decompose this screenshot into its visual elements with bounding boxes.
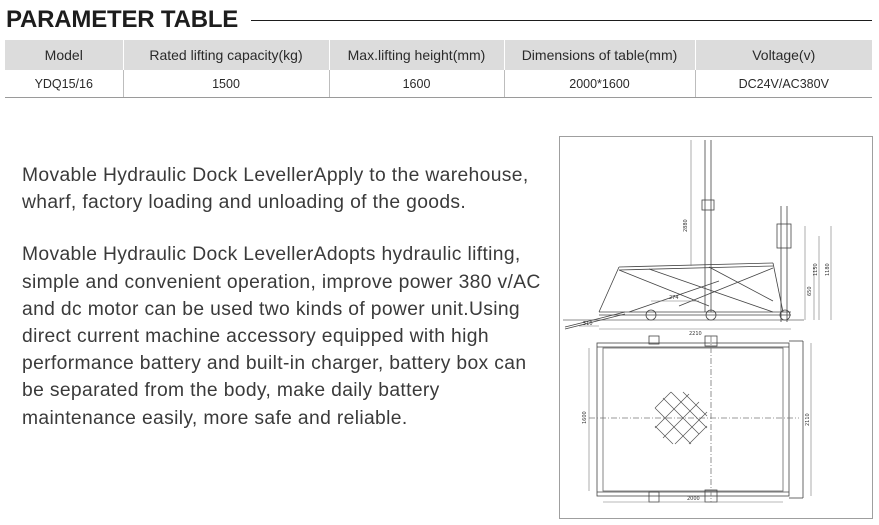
cell-height: 1600 (329, 70, 504, 98)
cell-dimensions: 2000*1600 (504, 70, 695, 98)
parameter-table (5, 40, 872, 98)
column-header-dimensions: Dimensions of table(mm) (504, 40, 695, 70)
dim-label-mast-height: 2880 (683, 219, 689, 232)
cell-capacity: 1500 (123, 70, 329, 98)
description-paragraph-2: Movable Hydraulic Dock LevellerAdopts hydraulic lifting, simple and convenient operation, improve power 380 v/AC and dc motor can be used two kinds of power unit.Using direct current machine accessory equipped with high performance battery and built-in charger, battery box can be separated from the body, make daily battery maintenance easily, more safe and reliable. (22, 244, 541, 429)
section-title: PARAMETER TABLE (6, 6, 239, 33)
dim-label-rear-height-a: 1150 (813, 263, 819, 276)
cell-voltage: DC24V/AC380V (695, 70, 872, 98)
side-view-drawing (563, 140, 831, 329)
dim-label-rear-height-b: 1180 (825, 263, 831, 276)
cell-model: YDQ15/16 (5, 70, 123, 98)
table-header-row (5, 40, 872, 70)
technical-drawing (559, 136, 873, 519)
table-row (5, 70, 872, 98)
product-description (22, 162, 552, 432)
column-header-height: Max.lifting height(mm) (329, 40, 504, 70)
column-header-voltage: Voltage(v) (695, 40, 872, 70)
description-paragraph-1: Movable Hydraulic Dock LevellerApply to the warehouse, wharf, factory loading and unloading of the goods. (22, 165, 529, 214)
dim-label-overall-depth: 2110 (805, 413, 811, 426)
dim-label-table-length: 2000 (687, 496, 700, 502)
dim-label-table-depth: 1600 (582, 411, 588, 424)
dim-label-inner-width: 274 (669, 295, 679, 301)
dim-label-lip-length: 510 (583, 321, 593, 327)
column-header-model: Model (5, 40, 123, 70)
column-header-capacity: Rated lifting capacity(kg) (123, 40, 329, 70)
title-rule (251, 20, 872, 21)
top-view-drawing (589, 336, 811, 502)
dim-label-chassis-length: 2210 (689, 331, 702, 337)
section-header (6, 4, 872, 36)
dim-label-deck-height: 650 (807, 286, 813, 296)
